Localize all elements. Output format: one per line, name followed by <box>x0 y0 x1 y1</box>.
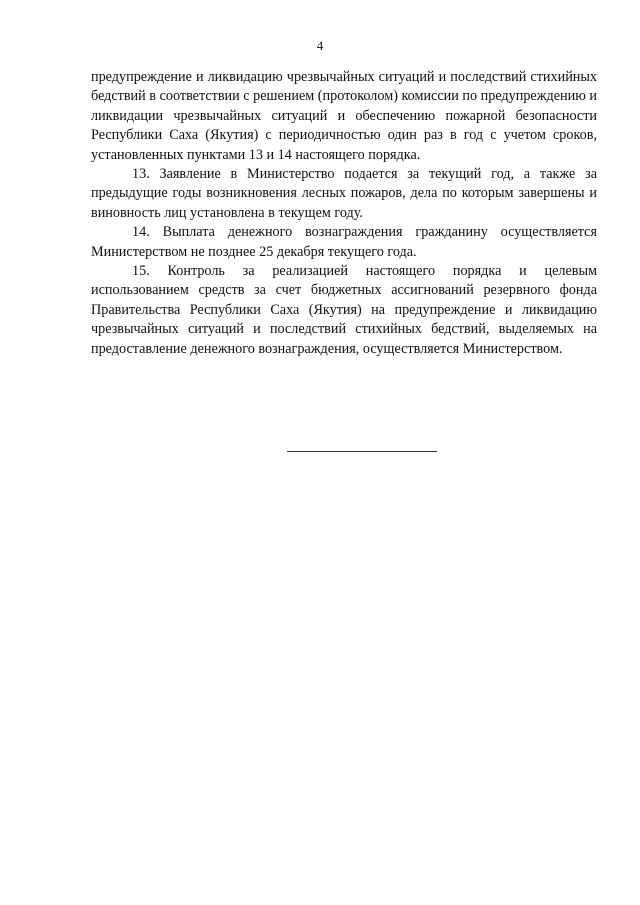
end-of-document-line <box>287 451 437 452</box>
paragraph-item-15: 15. Контроль за реализацией настоящего порядка и целевым использованием средств за счет бюджетных ассигнований резервного фонда Правительства Республики Саха (Якутия) на предупреждение и ликвидацию чрезвычайных ситуаций и последствий стихийных бедствий, выделяемых на предоставление денежного вознаграждения, осуществляется Министерством. <box>91 263 597 357</box>
document-body <box>91 68 597 359</box>
paragraph-continuation: предупреждение и ликвидацию чрезвычайных ситуаций и последствий стихийных бедствий в соответствии с решением (протоколом) комиссии по предупреждению и ликвидации чрезвычайных ситуаций и обеспечению пожарной безопасности Республики Саха (Якутия) с периодичностью один раз в год с учетом сроков, установленных пунктами 13 и 14 настоящего порядка. <box>91 69 597 163</box>
page-number: 4 <box>316 38 324 53</box>
paragraph-item-13: 13. Заявление в Министерство подается за текущий год, а также за предыдущие годы возникновения лесных пожаров, дела по которым завершены и виновность лиц установлена в текущем году. <box>91 166 597 221</box>
paragraph-item-14: 14. Выплата денежного вознаграждения гражданину осуществляется Министерством не позднее 25 декабря текущего года. <box>91 224 597 260</box>
